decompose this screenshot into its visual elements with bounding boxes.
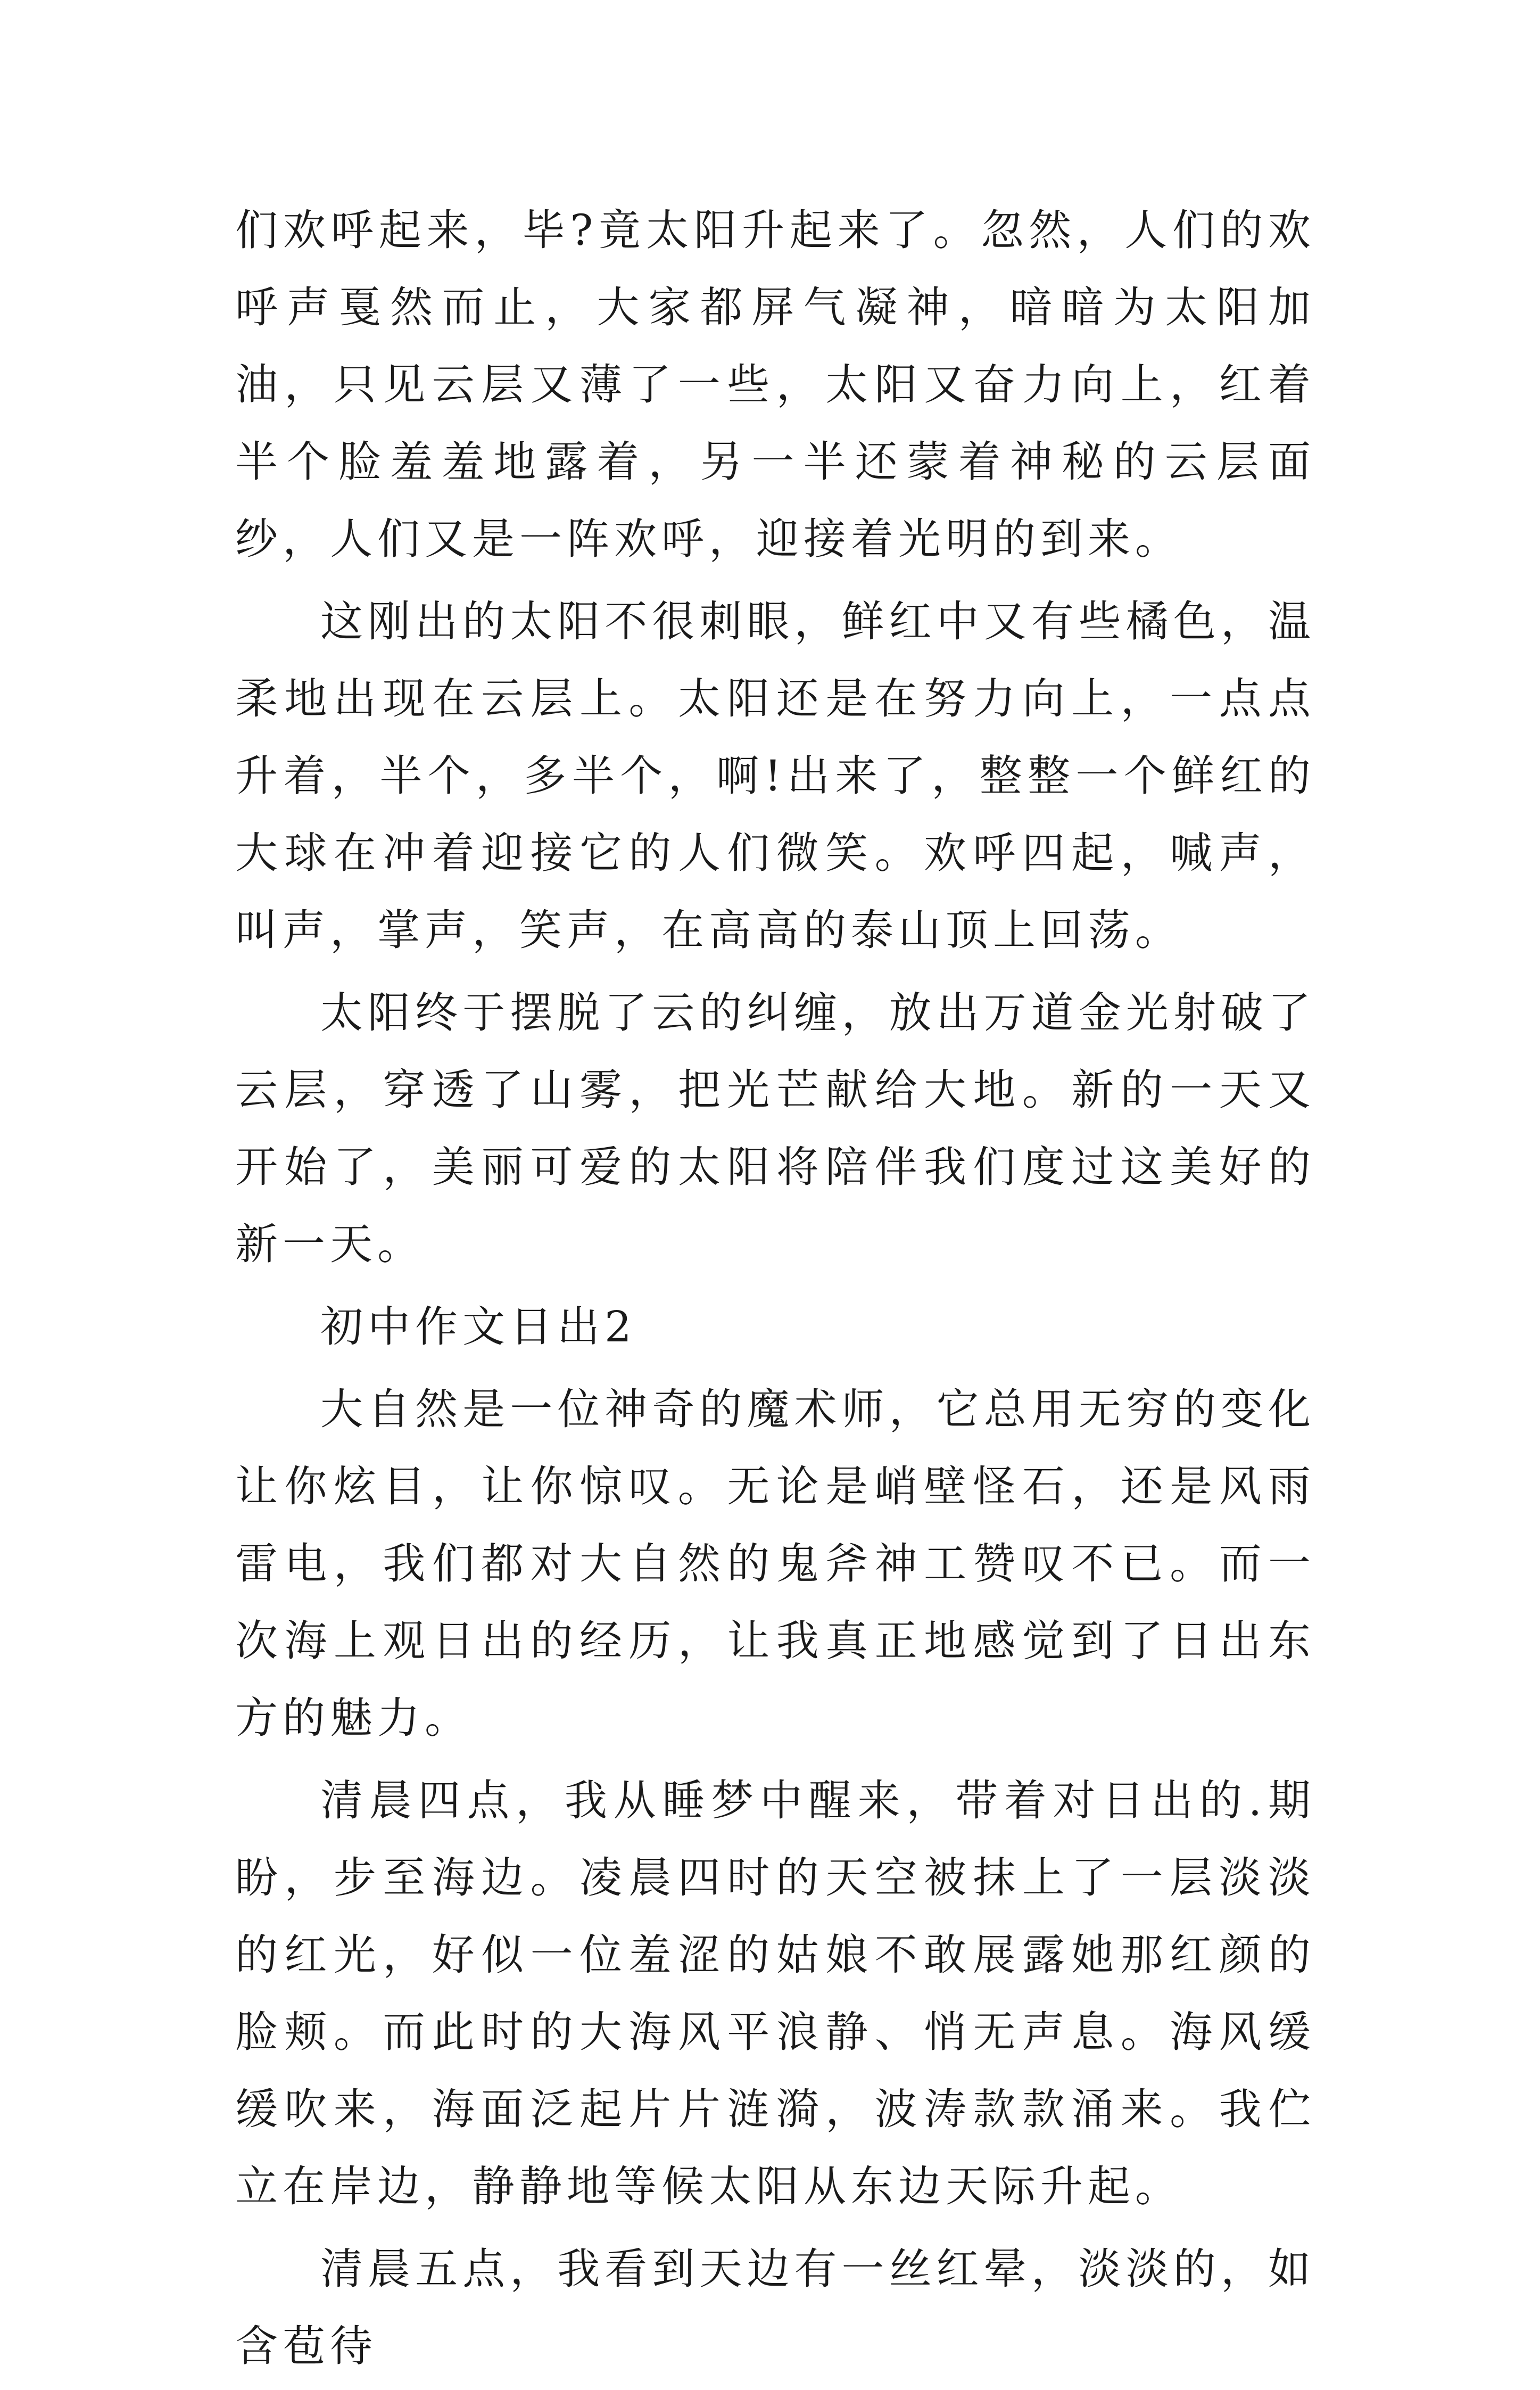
paragraph-1: 们欢呼起来，毕?竟太阳升起来了。忽然，人们的欢呼声戛然而止，大家都屏气凝神，暗暗为太阳加油，只见云层又薄了一些，太阳又奋力向上，红着半个脸羞羞地露着，另一半还蒙着神秘的云层面纱，人们又是一阵欢呼，迎接着光明的到来。 xyxy=(235,205,1315,564)
section-heading: 初中作文日出2 xyxy=(320,1302,636,1351)
paragraph-4: 大自然是一位神奇的魔术师，它总用无穷的变化让你炫目，让你惊叹。无论是峭壁怪石，还是风雨雷电，我们都对大自然的鬼斧神工赞叹不已。而一次海上观日出的经历，让我真正地感觉到了日出东方的魅力。 xyxy=(235,1384,1315,1743)
paragraph-6: 清晨五点，我看到天边有一丝红晕，淡淡的，如含苞待 xyxy=(235,2244,1315,2371)
paragraph-3: 太阳终于摆脱了云的纠缠，放出万道金光射破了云层，穿透了山雾，把光芒献给大地。新的一天又开始了，美丽可爱的太阳将陪伴我们度过这美好的新一天。 xyxy=(235,988,1315,1269)
document-body xyxy=(235,192,1315,2390)
paragraph-2: 这刚出的太阳不很刺眼，鲜红中又有些橘色，温柔地出现在云层上。太阳还是在努力向上，一点点升着，半个，多半个，啊!出来了，整整一个鲜红的大球在冲着迎接它的人们微笑。欢呼四起，喊声，叫声，掌声，笑声，在高高的泰山顶上回荡。 xyxy=(235,597,1315,955)
paragraph-5: 清晨四点，我从睡梦中醒来，带着对日出的.期盼，步至海边。凌晨四时的天空被抹上了一层淡淡的红光，好似一位羞涩的姑娘不敢展露她那红颜的脸颊。而此时的大海风平浪静、悄无声息。海风缓缓吹来，海面泛起片片涟漪，波涛款款涌来。我伫立在岸边，静静地等候太阳从东边天际升起。 xyxy=(235,1776,1315,2211)
